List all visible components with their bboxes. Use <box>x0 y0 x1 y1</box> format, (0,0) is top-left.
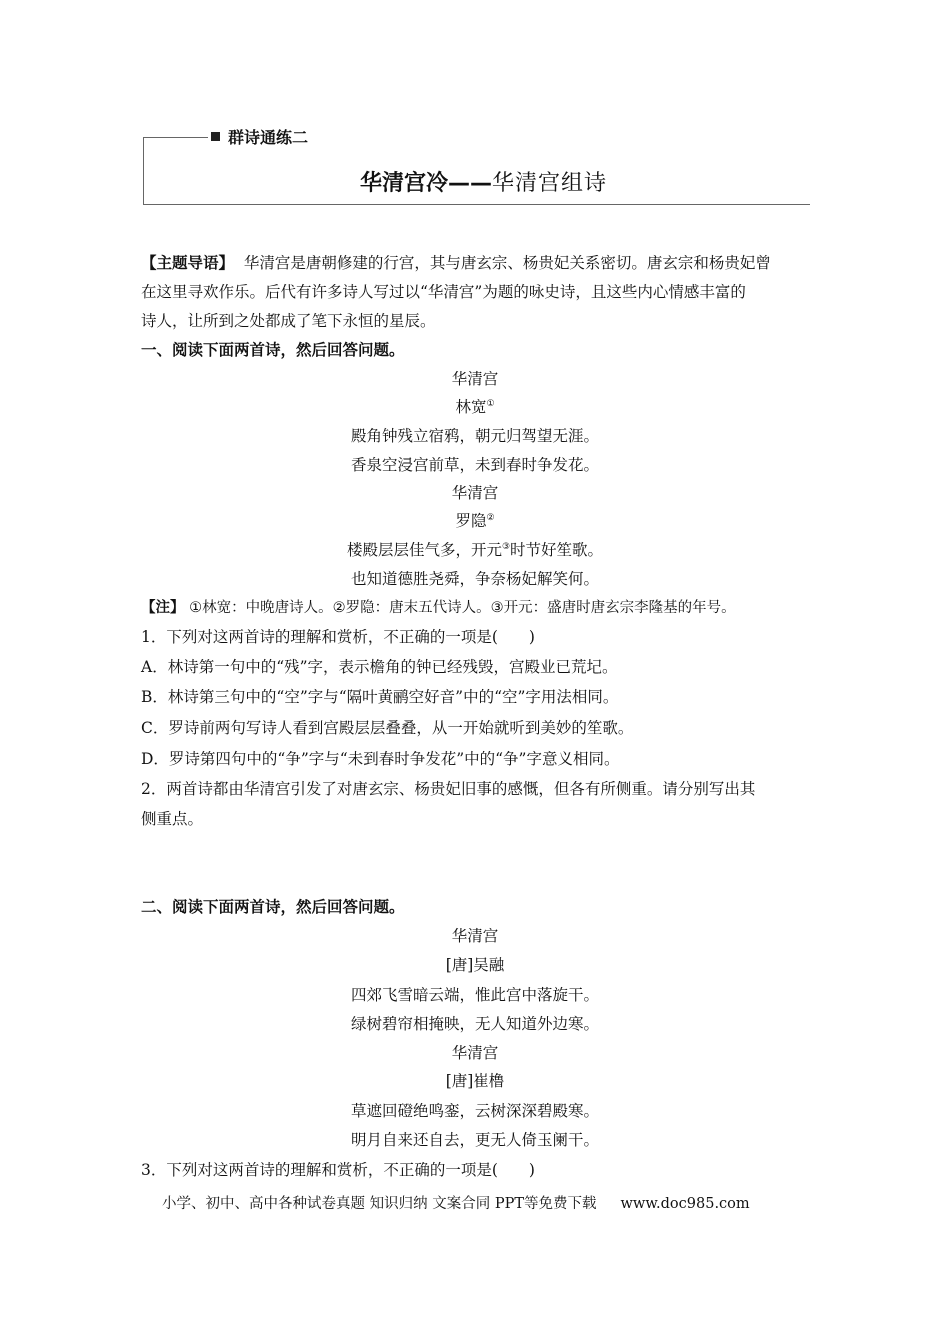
poem2-line-2: 也知道德胜尧舜，争奈杨妃解笑何。 <box>350 570 599 588</box>
footer-url[interactable]: www.doc985.com <box>620 1196 750 1212</box>
section-title <box>360 166 607 197</box>
section-header <box>143 128 810 205</box>
poem2-line-1 <box>0 540 950 560</box>
poem2-author-mark: ② <box>486 513 495 523</box>
part2-heading: 二、阅读下面两首诗，然后回答问题。 <box>141 898 405 916</box>
poem1-author <box>0 397 950 417</box>
intro-line-1 <box>141 253 771 273</box>
question-1-option-b: B．林诗第三句中的“空”字与“隔叶黄鹂空好音”中的“空”字用法相同。 <box>141 688 619 706</box>
poem4-line-2: 明月自来还自去，更无人倚玉阑干。 <box>350 1131 599 1149</box>
title-main: 华清宫冷—— <box>360 171 493 196</box>
poem3-line-1: 四郊飞雪暗云端，惟此宫中落旋干。 <box>350 986 599 1004</box>
footer-text: 小学、初中、高中各种试卷真题 知识归纳 文案合同 PPT等免费下载 <box>162 1196 597 1212</box>
question-2-line-2: 侧重点。 <box>141 810 204 828</box>
question-1-option-c: C．罗诗前两句写诗人看到宫殿层层叠叠，从一开始就听到美妙的笙歌。 <box>141 719 634 737</box>
poem1-author-name: 林宽 <box>455 398 487 416</box>
intro-text-1: 华清宫是唐朝修建的行宫，其与唐玄宗、杨贵妃关系密切。唐玄宗和杨贵妃曾 <box>243 254 771 272</box>
poem4-line-1: 草遮回磴绝鸣銮，云树深深碧殿寒。 <box>350 1102 599 1120</box>
intro-label: 【主题导语】 <box>141 254 235 272</box>
question-1-option-a: A．林诗第一句中的“残”字，表示檐角的钟已经残毁，宫殿业已荒圮。 <box>141 658 618 676</box>
poem3-line-2: 绿树碧帘相掩映，无人知道外边寒。 <box>350 1015 599 1033</box>
note-label: 【注】 <box>141 600 185 616</box>
poem2-author <box>0 511 950 531</box>
poem3-author: [唐]吴融 <box>445 956 505 974</box>
poem2-title: 华清宫 <box>451 484 499 502</box>
poem1-author-mark: ① <box>486 399 495 409</box>
notes <box>141 598 736 618</box>
part1-heading: 一、阅读下面两首诗，然后回答问题。 <box>141 341 405 359</box>
question-1-option-d: D．罗诗第四句中的“争”字与“未到春时争发花”中的“争”字意义相同。 <box>141 750 620 768</box>
square-bullet-icon <box>211 132 220 141</box>
note-text: ①林宽：中晚唐诗人。②罗隐：唐末五代诗人。③开元：盛唐时唐玄宗李隆基的年号。 <box>189 600 736 616</box>
header-bottom-rule <box>143 204 810 205</box>
question-3: 3．下列对这两首诗的理解和赏析，不正确的一项是( ) <box>141 1161 535 1179</box>
poem2-author-name: 罗隐 <box>455 512 487 530</box>
poem1-title: 华清宫 <box>451 370 499 388</box>
page-footer <box>162 1192 750 1213</box>
poem2-line-1-mark: ③ <box>501 542 511 552</box>
intro-line-2: 在这里寻欢作乐。后代有许多诗人写过以“华清宫”为题的咏史诗，且这些内心情感丰富的 <box>141 283 746 301</box>
question-2-line-1: 2．两首诗都由华清宫引发了对唐玄宗、杨贵妃旧事的感慨，但各有所侧重。请分别写出其 <box>141 780 756 798</box>
poem2-line-1a: 楼殿层层佳气多，开元 <box>346 541 502 559</box>
poem4-title: 华清宫 <box>451 1044 499 1062</box>
title-sub: 华清宫组诗 <box>492 171 608 196</box>
section-label: 群诗通练二 <box>228 125 312 148</box>
poem1-line-2: 香泉空浸宫前草，未到春时争发花。 <box>350 456 599 474</box>
poem1-line-1: 殿角钟残立宿鸦，朝元归驾望无涯。 <box>350 427 599 445</box>
question-1: 1．下列对这两首诗的理解和赏析，不正确的一项是( ) <box>141 628 535 646</box>
intro-line-3: 诗人，让所到之处都成了笔下永恒的星辰。 <box>141 312 436 330</box>
poem3-title: 华清宫 <box>451 927 499 945</box>
header-top-rule <box>143 137 208 138</box>
poem2-line-1b: 时节好笙歌。 <box>510 541 604 559</box>
poem4-author: [唐]崔橹 <box>445 1072 505 1090</box>
header-left-rule <box>143 137 144 205</box>
